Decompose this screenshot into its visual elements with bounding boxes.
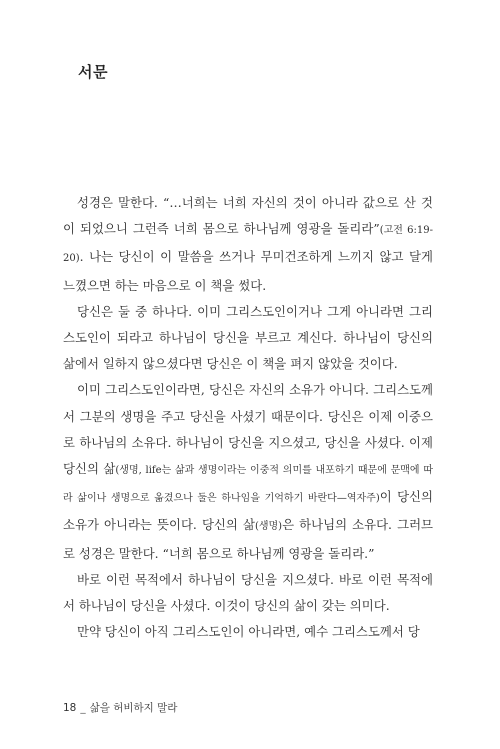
paragraph-3-text: 이미 그리스도인이라면, 당신은 자신의 소유가 아니다. 그리스도께서 그분의 생명을 주고 당신을 사셨기 때문이다. 당신은 이제 이중으로 하나님의 소유다. 하나님이 당신을 지으셨고, 당신을 사셨다. 이제 당신의 삶 (63, 382, 433, 477)
translator-note: (생명, life는 삶과 생명이라는 이중적 의미를 내포하기 때문에 문맥에 따라 삶이나 생명으로 옮겼으나 둘은 하나임을 기억하기 바란다—역자주) (63, 465, 433, 505)
paragraph-5 (63, 619, 433, 645)
page-number: 18 (63, 702, 77, 714)
paragraph-5-text: 만약 당신이 아직 그리스도인이 아니라면, 예수 그리스도께서 당 (77, 624, 420, 640)
paragraph-2-text: 당신은 둘 중 하나다. 이미 그리스도인이거나 그게 아니라면 그리스도인이 되라고 하나님이 당신을 부르고 계신다. 하나님이 당신의 삶에서 일하지 않으셨다면 당신은 이 책을 펴지 않았을 것이다. (63, 303, 433, 372)
paragraph-4 (63, 567, 433, 619)
running-title: 삶을 허비하지 말라 (89, 702, 178, 714)
inline-note: (생명) (254, 521, 283, 533)
paragraph-1-text-cont: . 나는 당신이 이 말씀을 쓰거나 무미건조하게 느끼지 않고 달게 느꼈으면 하는 마음으로 이 책을 썼다. (63, 249, 433, 293)
scripture-reference: (고전 6:19-20) (63, 225, 433, 265)
paragraph-1 (63, 190, 433, 299)
footer-separator: _ (80, 702, 86, 714)
body-text (63, 190, 433, 645)
paragraph-2 (63, 299, 433, 378)
chapter-heading: 서문 (78, 63, 108, 81)
paragraph-3 (63, 377, 433, 566)
page-footer (63, 700, 177, 715)
paragraph-4-text: 바로 이런 목적에서 하나님이 당신을 지으셨다. 바로 이런 목적에서 하나님이 당신을 사셨다. 이것이 당신의 삶이 갖는 의미다. (63, 571, 433, 614)
paragraph-3-text-cont: 이 당신의 소유가 아니라는 뜻이다. 당신의 삶 (63, 489, 433, 533)
paragraph-1-text: 성경은 말한다. “…너희는 너희 자신의 것이 아니라 값으로 산 것이 되었으니 그런즉 너희 몸으로 하나님께 영광을 돌리라” (63, 195, 433, 237)
paragraph-3-text-end: 은 하나님의 소유다. 그러므로 성경은 말한다. “너희 몸으로 하나님께 영광을 돌리라.” (63, 517, 434, 561)
